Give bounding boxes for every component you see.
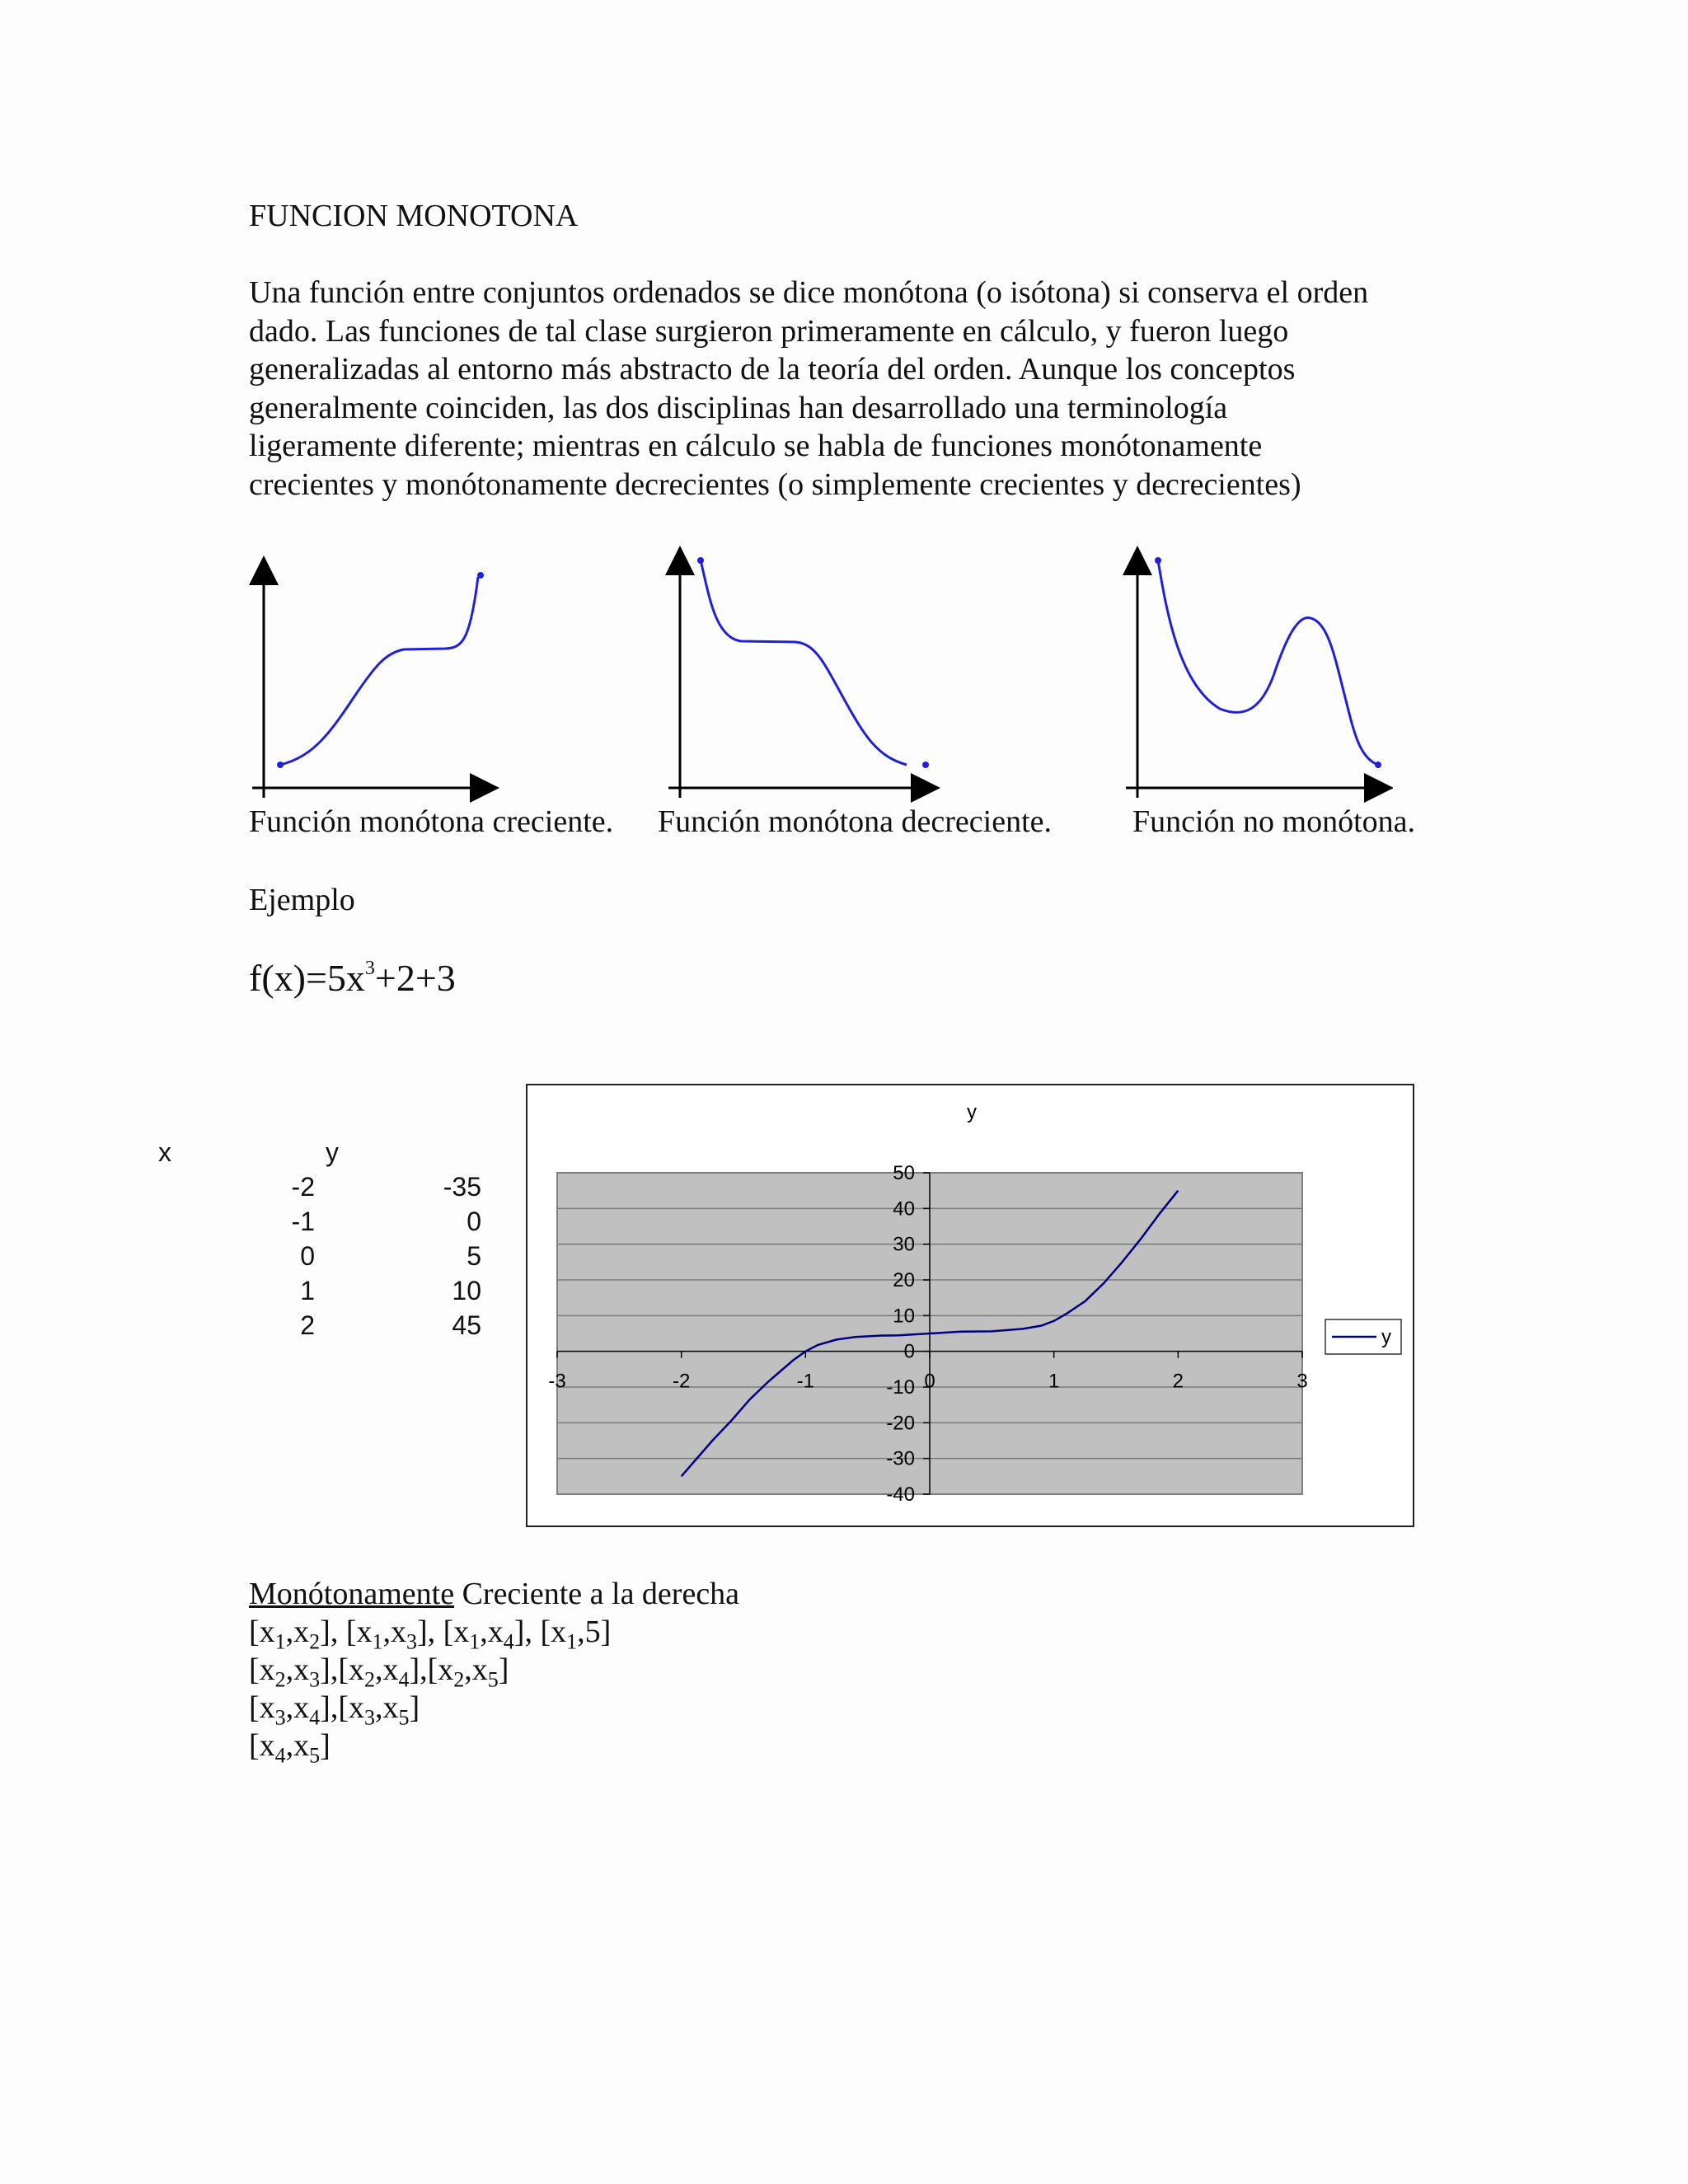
- interval-term: x: [453, 1615, 470, 1649]
- intro-line: crecientes y monótonamente decrecientes (o simplemente crecientes y decrecientes): [249, 466, 1301, 502]
- interval-term: x: [259, 1728, 275, 1763]
- y-tick-label: -40: [886, 1483, 915, 1506]
- heading-underlined-word: Monótonamente: [249, 1577, 455, 1611]
- interval-subscript: 4: [274, 1743, 286, 1768]
- bottom-heading: [249, 1576, 739, 1612]
- line-chart: [528, 1085, 1413, 1526]
- interval-subscript: 5: [398, 1705, 410, 1730]
- interval-term: x: [293, 1690, 310, 1725]
- interval-subscript: 2: [363, 1667, 375, 1692]
- curve-endpoint: [277, 762, 284, 768]
- curve-endpoint: [922, 762, 929, 768]
- interval-subscript: 1: [566, 1629, 578, 1654]
- interval-subscript: 3: [309, 1667, 321, 1692]
- curve-endpoint: [697, 557, 704, 564]
- formula: [249, 956, 456, 1000]
- interval-term: x: [471, 1652, 488, 1687]
- interval-term: x: [348, 1652, 364, 1687]
- chart-frame: [526, 1084, 1414, 1527]
- interval-subscript: 4: [503, 1629, 514, 1654]
- intro-line: dado. Las funciones de tal clase surgieron primeramente en cálculo, y fueron luego: [249, 313, 1289, 349]
- x-tick-label: 3: [1296, 1370, 1308, 1393]
- interval-line: $[x_2,x_3],[x_2,x_4],[x_2,x_5]$: [249, 1652, 509, 1692]
- interval-subscript: 2: [453, 1667, 465, 1692]
- interval-term: x: [259, 1652, 275, 1687]
- intro-line: generalmente coinciden, las dos disciplinas han desarrollado una terminología: [249, 390, 1228, 425]
- interval-term: x: [259, 1690, 275, 1725]
- table-cell-y: -35: [443, 1172, 481, 1202]
- interval-term: 5: [584, 1615, 601, 1649]
- curve-endpoint: [1155, 557, 1161, 564]
- interval-term: x: [356, 1615, 373, 1649]
- interval-term: x: [293, 1652, 310, 1687]
- non-monotone-curve: [1158, 560, 1378, 765]
- interval-subscript: 2: [274, 1667, 286, 1692]
- interval-term: x: [293, 1615, 310, 1649]
- interval-term: x: [438, 1652, 454, 1687]
- interval-term: x: [259, 1615, 275, 1649]
- interval-subscript: 3: [406, 1629, 417, 1654]
- intro-paragraph: [249, 274, 1461, 504]
- y-tick-label: 30: [893, 1233, 915, 1256]
- example-heading: Ejemplo: [249, 883, 355, 917]
- table-cell-y: 0: [467, 1207, 481, 1236]
- y-tick-label: 0: [903, 1340, 915, 1363]
- table-cell-x: 0: [300, 1241, 315, 1271]
- y-tick-label: 40: [893, 1197, 915, 1221]
- increasing-curve: [280, 577, 478, 765]
- interval-subscript: 1: [274, 1629, 286, 1654]
- interval-term: x: [487, 1615, 504, 1649]
- table-header-y: y: [326, 1137, 339, 1167]
- table-cell-y: 5: [467, 1241, 481, 1271]
- y-tick-label: 10: [893, 1305, 915, 1328]
- x-tick-label: 2: [1172, 1370, 1184, 1393]
- interval-line: $[x_3,x_4],[x_3,x_5]$: [249, 1690, 420, 1730]
- y-tick-label: -10: [886, 1376, 915, 1399]
- interval-subscript: 5: [309, 1743, 321, 1768]
- caption-decreasing: Función monótona decreciente.: [658, 804, 1053, 839]
- interval-subscript: 4: [398, 1667, 410, 1692]
- interval-subscript: 2: [309, 1629, 321, 1654]
- formula-base: f(x)=5x: [249, 957, 365, 999]
- non-monotone-function-figure: [1113, 536, 1393, 804]
- table-cell-y: 45: [452, 1310, 481, 1340]
- x-tick-label: -1: [796, 1370, 815, 1393]
- table-cell-x: 1: [300, 1276, 315, 1305]
- interval-subscript: 5: [487, 1667, 499, 1692]
- interval-subscript: 3: [274, 1705, 286, 1730]
- legend-label: y: [1381, 1326, 1391, 1348]
- document-title: FUNCION MONOTONA: [249, 199, 579, 233]
- increasing-function-figure: [239, 536, 511, 804]
- curve-endpoint: [1375, 762, 1381, 768]
- table-cell-x: 2: [300, 1310, 315, 1340]
- y-tick-label: 20: [893, 1269, 915, 1291]
- intro-line: ligeramente diferente; mientras en cálculo se habla de funciones monótonamente: [249, 429, 1263, 463]
- table-cell-x: -2: [291, 1172, 315, 1202]
- chart-title: y: [967, 1101, 977, 1123]
- interval-term: x: [293, 1728, 310, 1763]
- formula-exponent: 3: [364, 957, 375, 979]
- interval-subscript: 3: [363, 1705, 375, 1730]
- x-tick-label: 0: [924, 1370, 935, 1393]
- heading-rest: Creciente a la derecha: [454, 1577, 740, 1611]
- interval-line: $[x_4,x_5]$: [249, 1728, 331, 1768]
- interval-term: x: [551, 1615, 567, 1649]
- x-tick-label: -2: [672, 1370, 691, 1393]
- formula-tail: +2+3: [374, 957, 456, 999]
- interval-term: x: [382, 1652, 399, 1687]
- table-cell-x: -1: [291, 1207, 315, 1236]
- table-header-x: x: [158, 1137, 171, 1167]
- y-tick-label: -20: [886, 1412, 915, 1435]
- curve-endpoint: [477, 572, 484, 579]
- x-tick-label: -3: [548, 1370, 566, 1393]
- y-tick-label: -30: [886, 1447, 915, 1470]
- caption-increasing: Función monótona creciente.: [249, 804, 614, 839]
- interval-line: $[x_1,x_2]$, $[x_1,x_3]$, $[x_1,x_4]$, $[x_1,5]$: [249, 1615, 612, 1654]
- y-tick-label: 50: [893, 1162, 915, 1184]
- interval-term: x: [348, 1690, 364, 1725]
- interval-term: x: [382, 1690, 399, 1725]
- x-tick-label: 1: [1048, 1370, 1060, 1393]
- interval-subscript: 1: [372, 1629, 383, 1654]
- decreasing-function-figure: [655, 536, 952, 804]
- interval-subscript: 1: [469, 1629, 481, 1654]
- caption-non-monotone: Función no monótona.: [1132, 804, 1416, 839]
- interval-term: x: [390, 1615, 406, 1649]
- interval-subscript: 4: [309, 1705, 321, 1730]
- intro-line: generalizadas al entorno más abstracto de la teoría del orden. Aunque los conceptos: [249, 352, 1296, 387]
- table-cell-y: 10: [452, 1276, 481, 1305]
- decreasing-curve: [701, 560, 907, 765]
- intro-line: Una función entre conjuntos ordenados se dice monótona (o isótona) si conserva el orden: [249, 275, 1369, 310]
